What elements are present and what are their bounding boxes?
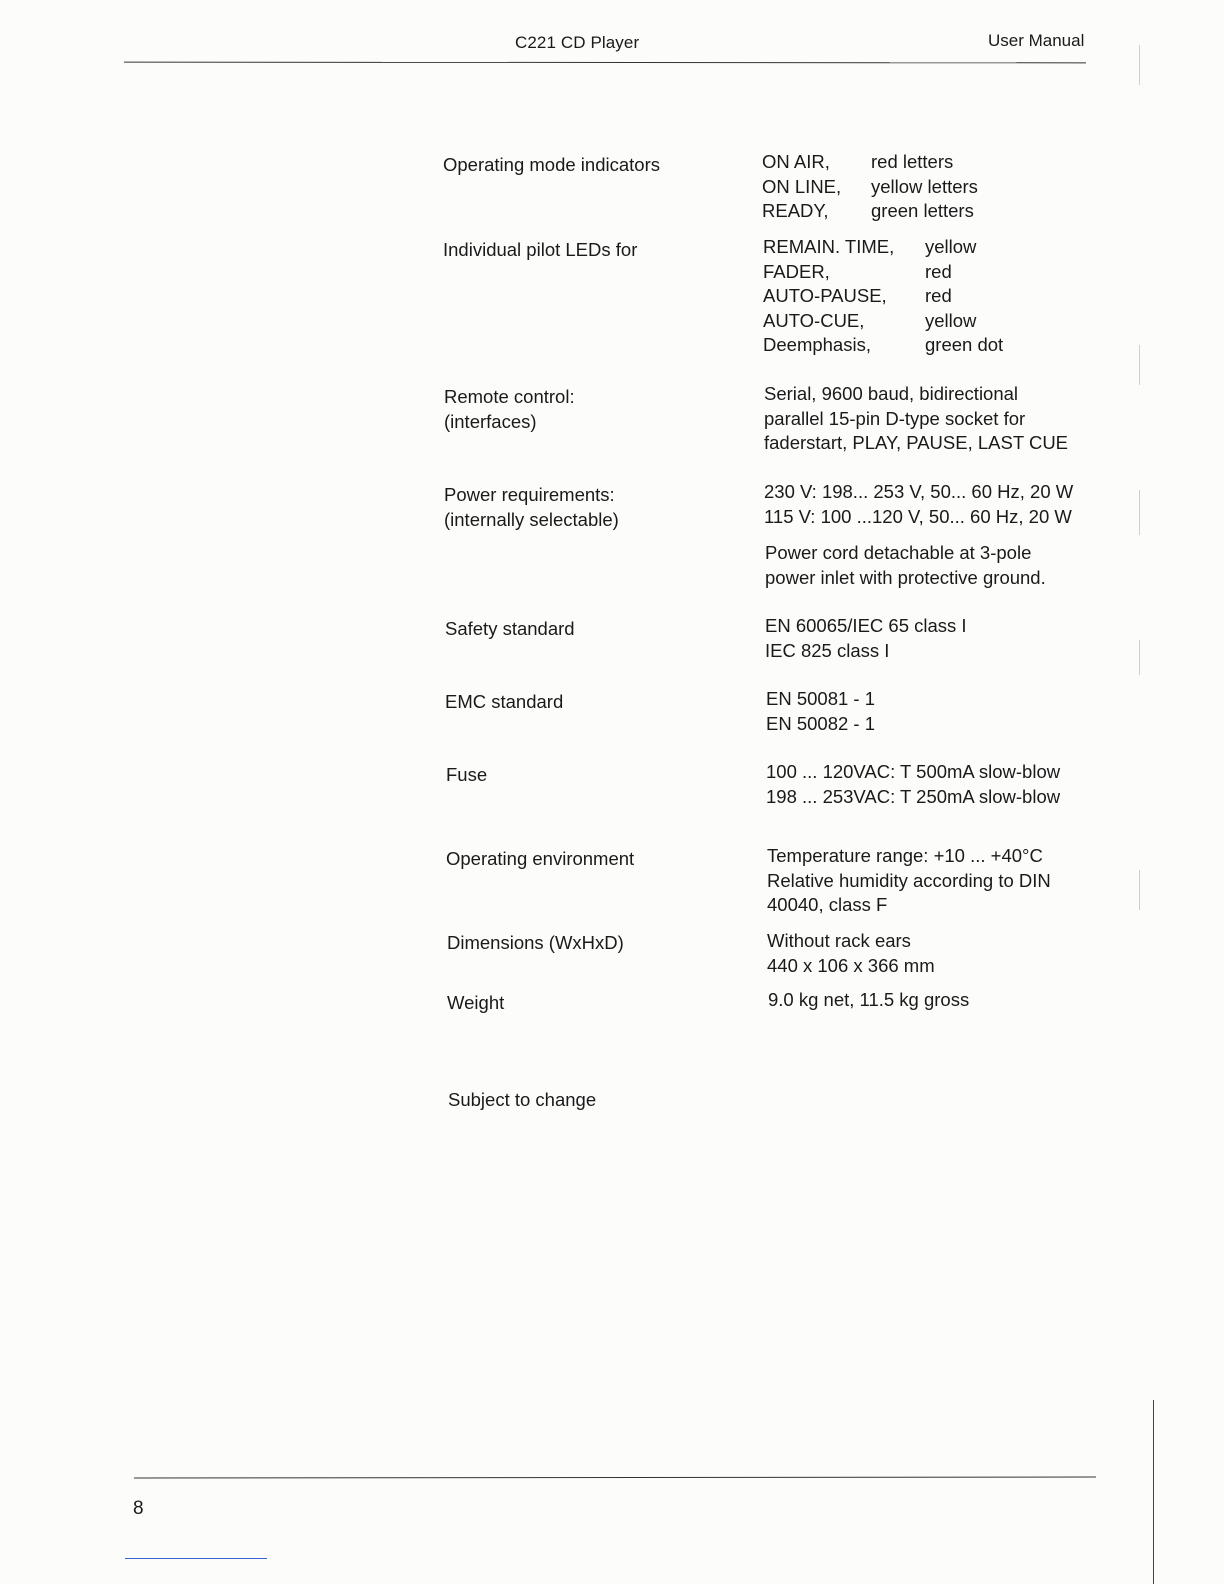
footer-underline: [125, 1558, 267, 1559]
indicator-color: yellow letters: [871, 175, 978, 197]
emc-value-line: EN 50081 - 1: [766, 688, 876, 709]
scan-edge-mark: [1139, 870, 1140, 910]
environment-value-line: Relative humidity according to DIN: [767, 869, 1051, 891]
spec-label-operating-mode: Operating mode indicators: [443, 154, 660, 175]
change-notice: Subject to change: [448, 1089, 597, 1110]
led-name: FADER,: [763, 260, 830, 282]
power-value-line: 230 V: 198... 253 V, 50... 60 Hz, 20 W: [764, 481, 1074, 502]
header-title: C221 CD Player: [515, 33, 640, 52]
safety-value-line: IEC 825 class I: [765, 639, 890, 661]
remote-label-line: (interfaces): [444, 410, 537, 432]
spec-label-pilot-leds: Individual pilot LEDs for: [443, 239, 638, 260]
spec-value-weight: [768, 988, 969, 1013]
led-name: Deemphasis,: [763, 334, 871, 355]
indicator-row: [762, 199, 978, 224]
fuse-value-line: 100 ... 120VAC: T 500mA slow-blow: [766, 761, 1061, 782]
remote-label-line: Remote control:: [444, 386, 575, 407]
safety-value-line: EN 60065/IEC 65 class I: [765, 615, 967, 636]
power-label-line: (internally selectable): [444, 508, 619, 530]
spec-value-safety: [765, 614, 967, 663]
led-row: [763, 309, 1003, 334]
spec-label-dimensions: Dimensions (WxHxD): [447, 932, 624, 953]
remote-value-line: Serial, 9600 baud, bidirectional: [764, 383, 1019, 404]
environment-value-line: Temperature range: +10 ... +40°C: [767, 845, 1043, 866]
dimensions-value-line: 440 x 106 x 366 mm: [767, 954, 935, 976]
spec-note-power: [765, 541, 1046, 590]
indicator-row: [762, 175, 978, 200]
spec-label-weight: Weight: [447, 992, 505, 1013]
spec-label-environment: Operating environment: [446, 848, 635, 869]
spec-label-power: [444, 483, 619, 532]
scan-edge-mark: [1139, 45, 1140, 85]
power-note-line: power inlet with protective ground.: [765, 566, 1046, 588]
power-note-line: Power cord detachable at 3-pole: [765, 542, 1032, 563]
spec-label-fuse: Fuse: [446, 764, 488, 785]
indicator-color: red letters: [871, 151, 954, 172]
header-section: User Manual: [988, 31, 1085, 50]
indicator-name: ON LINE,: [762, 175, 842, 197]
led-name: AUTO-PAUSE,: [763, 285, 887, 306]
spec-value-power: [764, 480, 1073, 529]
indicator-name: ON AIR,: [762, 151, 830, 172]
led-color: red: [925, 260, 952, 282]
spec-value-operating-mode: [762, 150, 978, 224]
dimensions-value-line: Without rack ears: [767, 930, 911, 951]
indicator-row: [762, 150, 978, 175]
led-color: red: [925, 285, 952, 306]
led-name: AUTO-CUE,: [763, 309, 865, 331]
footer-rule: [134, 1476, 1096, 1478]
scan-edge-mark: [1139, 640, 1140, 675]
led-name: REMAIN. TIME,: [763, 236, 895, 257]
spec-value-remote: [764, 382, 1068, 456]
power-value-line: 115 V: 100 ...120 V, 50... 60 Hz, 20 W: [764, 505, 1072, 527]
header-rule: [124, 62, 1086, 64]
spec-value-pilot-leds: [763, 235, 1003, 358]
led-row: [763, 284, 1003, 309]
remote-value-line: faderstart, PLAY, PAUSE, LAST CUE: [764, 432, 1069, 453]
spec-label-safety: Safety standard: [445, 618, 575, 639]
remote-value-line: parallel 15-pin D-type socket for: [764, 407, 1026, 429]
led-color: yellow: [925, 236, 977, 257]
spec-value-fuse: [766, 760, 1060, 809]
spec-value-emc: [766, 687, 875, 736]
scan-edge-line: [1153, 1400, 1154, 1584]
scan-edge-mark: [1139, 345, 1140, 385]
environment-value-line: 40040, class F: [767, 894, 888, 915]
led-row: [763, 260, 1003, 285]
power-label-line: Power requirements:: [444, 484, 615, 505]
spec-value-dimensions: [767, 929, 935, 978]
indicator-name: READY,: [762, 200, 829, 221]
spec-label-emc: EMC standard: [445, 691, 564, 712]
led-row: [763, 235, 1003, 260]
led-row: [763, 333, 1003, 358]
page-number: 8: [133, 1498, 144, 1519]
led-color: yellow: [925, 309, 977, 331]
weight-value-line: 9.0 kg net, 11.5 kg gross: [768, 989, 970, 1010]
scan-edge-mark: [1139, 490, 1140, 535]
indicator-color: green letters: [871, 200, 974, 221]
spec-value-environment: [767, 844, 1051, 918]
fuse-value-line: 198 ... 253VAC: T 250mA slow-blow: [766, 785, 1061, 807]
emc-value-line: EN 50082 - 1: [766, 712, 876, 734]
led-color: green dot: [925, 334, 1004, 355]
spec-label-remote: [444, 385, 575, 434]
